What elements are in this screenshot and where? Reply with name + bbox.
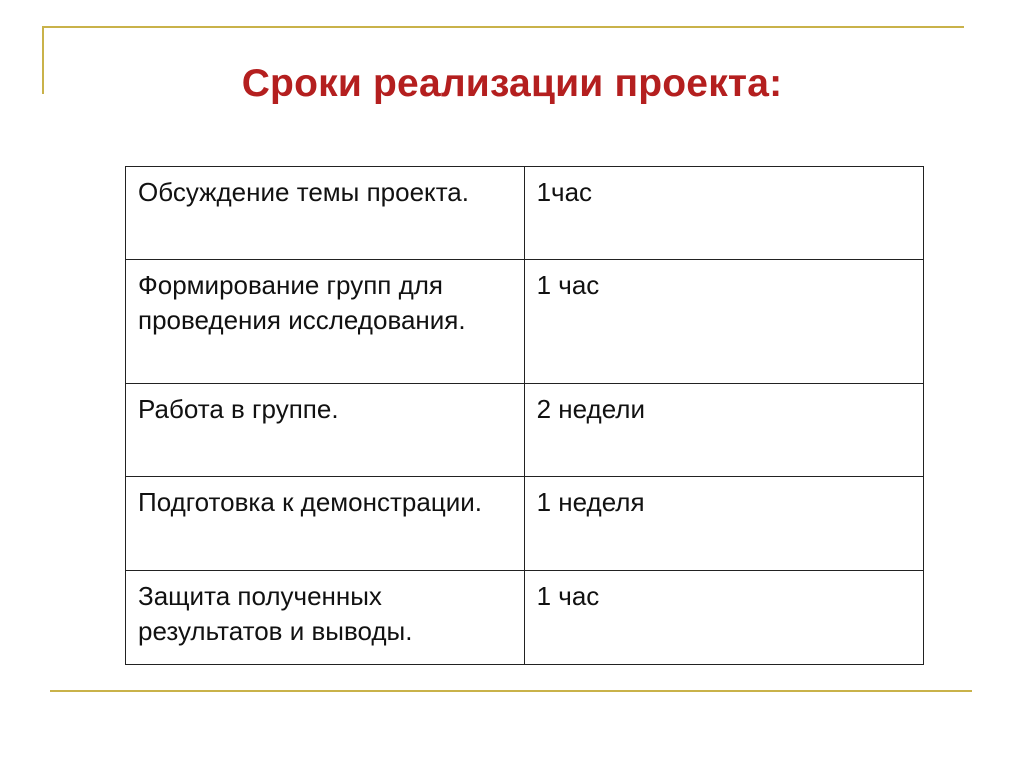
duration-cell: 1 час xyxy=(524,571,923,665)
table-row xyxy=(126,384,924,477)
table-row xyxy=(126,167,924,260)
duration-cell: 1 час xyxy=(524,260,923,384)
task-cell: Работа в группе. xyxy=(126,384,525,477)
task-cell: Формирование групп для проведения исследования. xyxy=(126,260,525,384)
duration-cell: 2 недели xyxy=(524,384,923,477)
frame-top-line xyxy=(42,26,964,28)
table-row xyxy=(126,477,924,571)
schedule-table xyxy=(125,166,924,665)
table-row xyxy=(126,260,924,384)
slide-title: Сроки реализации проекта: xyxy=(241,62,783,105)
frame-bottom-line xyxy=(50,690,972,692)
duration-cell: 1час xyxy=(524,167,923,260)
task-cell: Подготовка к демонстрации. xyxy=(126,477,525,571)
table-row xyxy=(126,571,924,665)
task-cell: Защита полученных результатов и выводы. xyxy=(126,571,525,665)
duration-cell: 1 неделя xyxy=(524,477,923,571)
task-cell: Обсуждение темы проекта. xyxy=(126,167,525,260)
